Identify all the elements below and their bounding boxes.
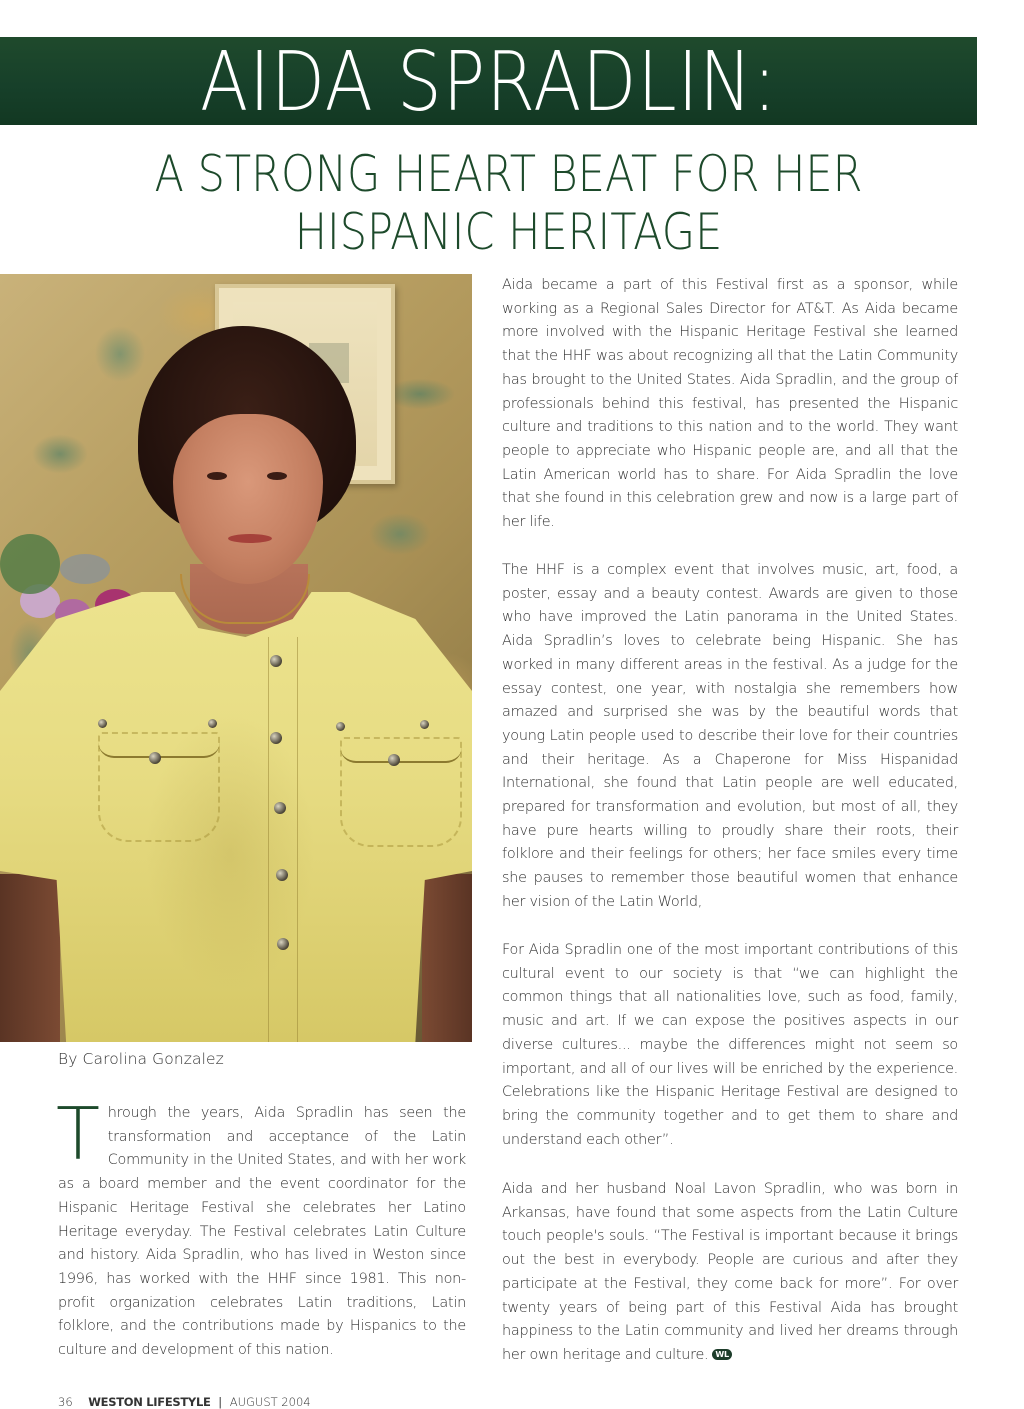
subtitle-line-2: HISPANIC HERITAGE bbox=[294, 203, 723, 261]
shirt-button bbox=[276, 869, 288, 881]
shirt-button bbox=[270, 732, 282, 744]
face bbox=[173, 414, 323, 584]
subtitle-line-1: A STRONG HEART BEAT FOR HER bbox=[154, 145, 863, 203]
byline: By Carolina Gonzalez bbox=[58, 1050, 224, 1068]
shirt-button bbox=[388, 754, 400, 766]
body-paragraph-1: Aida became a part of this Festival first as a sponsor, while working as a Regional Sales Director for AT&T. As Aida became more involved with the Hispanic Heritage Festival she learned that the HHF was about recognizing all that the Latin Community has brought to the United States. Aida Spradlin, and the group of professionals behind this festival, has presented the Hispanic culture and traditions to this nation and to the world. They want people to appreciate who Hispanic people are, and all that the Latin American world has to share. For Aida Spradlin the love that she found in this celebration grew and now is a large part of her life. bbox=[502, 277, 958, 531]
article-title: AIDA SPRADLIN: bbox=[199, 35, 778, 130]
issue-date: AUGUST 2004 bbox=[229, 1395, 311, 1409]
left-arm bbox=[0, 874, 60, 1042]
end-mark-icon: WL bbox=[712, 1349, 731, 1360]
intro-paragraph bbox=[56, 1092, 466, 1363]
shirt-button bbox=[270, 655, 282, 667]
shirt-button bbox=[274, 802, 286, 814]
article-subtitle bbox=[0, 145, 1017, 261]
footer-separator: | bbox=[218, 1395, 223, 1409]
magazine-name: WESTON LIFESTYLE bbox=[88, 1395, 211, 1409]
body-paragraph-4 bbox=[502, 1178, 958, 1368]
yellow-shirt bbox=[0, 592, 472, 1042]
body-paragraph-2: The HHF is a complex event that involves music, art, food, a poster, essay and a beauty contest. Awards are given to those who have improved the Latin panorama in the United States. Aida Spradlin’s loves to celebrate being Hispanic. She has worked in many different areas in the festival. As a judge for the essay contest, one year, with nostalgia she remembers how amazed and surprised she was by the beautiful words that young Latin people used to describe their love for their countries and their heritage. As a Chaperone for Miss Hispanidad International, she found that Latin people are well educated, prepared for transformation and evolution, but most of all, they have pure hearts willing to proudly share their roots, their folklore and their feelings for others; her face smiles every time she pauses to remember those beautiful women that enhance her vision of the Latin World, bbox=[502, 562, 958, 910]
title-band bbox=[0, 35, 977, 130]
portrait-photo bbox=[0, 274, 472, 1042]
page-footer bbox=[58, 1395, 311, 1409]
right-arm bbox=[422, 874, 472, 1042]
shirt-button bbox=[149, 752, 161, 764]
page-number: 36 bbox=[58, 1395, 73, 1409]
shirt-button bbox=[277, 938, 289, 950]
body-paragraph-3: For Aida Spradlin one of the most important contributions of this cultural event to our society is that “we can highlight the common things that all nationalities love, such as food, family, music and art. If we can expose the positives aspects in our diverse cultures... maybe the differences might not seem so important, and all of our lives will be enriched by the experience. Celebrations like the Hispanic Heritage Festival are designed to bring the community together and to get them to share and understand each other”. bbox=[502, 942, 958, 1148]
dropcap: T bbox=[56, 1092, 100, 1176]
intro-text: hrough the years, Aida Spradlin has seen the transformation and acceptance of the Latin Community in the United States, and with her work as a board member and the event coordinator for the Hispanic Heritage Festival she celebrates her Latino Heritage everyday. The Festival celebrates Latin Culture and history. Aida Spradlin, who has lived in Weston since 1996, has worked with the HHF since 1981. This non-profit organization celebrates Latin traditions, Latin folklore, and the contributions made by Hispanics to the culture and development of this nation. bbox=[58, 1105, 466, 1359]
body-paragraph-4-text: Aida and her husband Noal Lavon Spradlin, who was born in Arkansas, have found that some aspects from the Latin Culture touch people's souls. “The Festival is important because it brings out the best in everybody. People are curious and after they participate at the Festival, they come back for more”. For over twenty years of being part of this Festival Aida has brought happiness to the Latin community and lived her dreams through her own heritage and culture. bbox=[502, 1181, 958, 1363]
